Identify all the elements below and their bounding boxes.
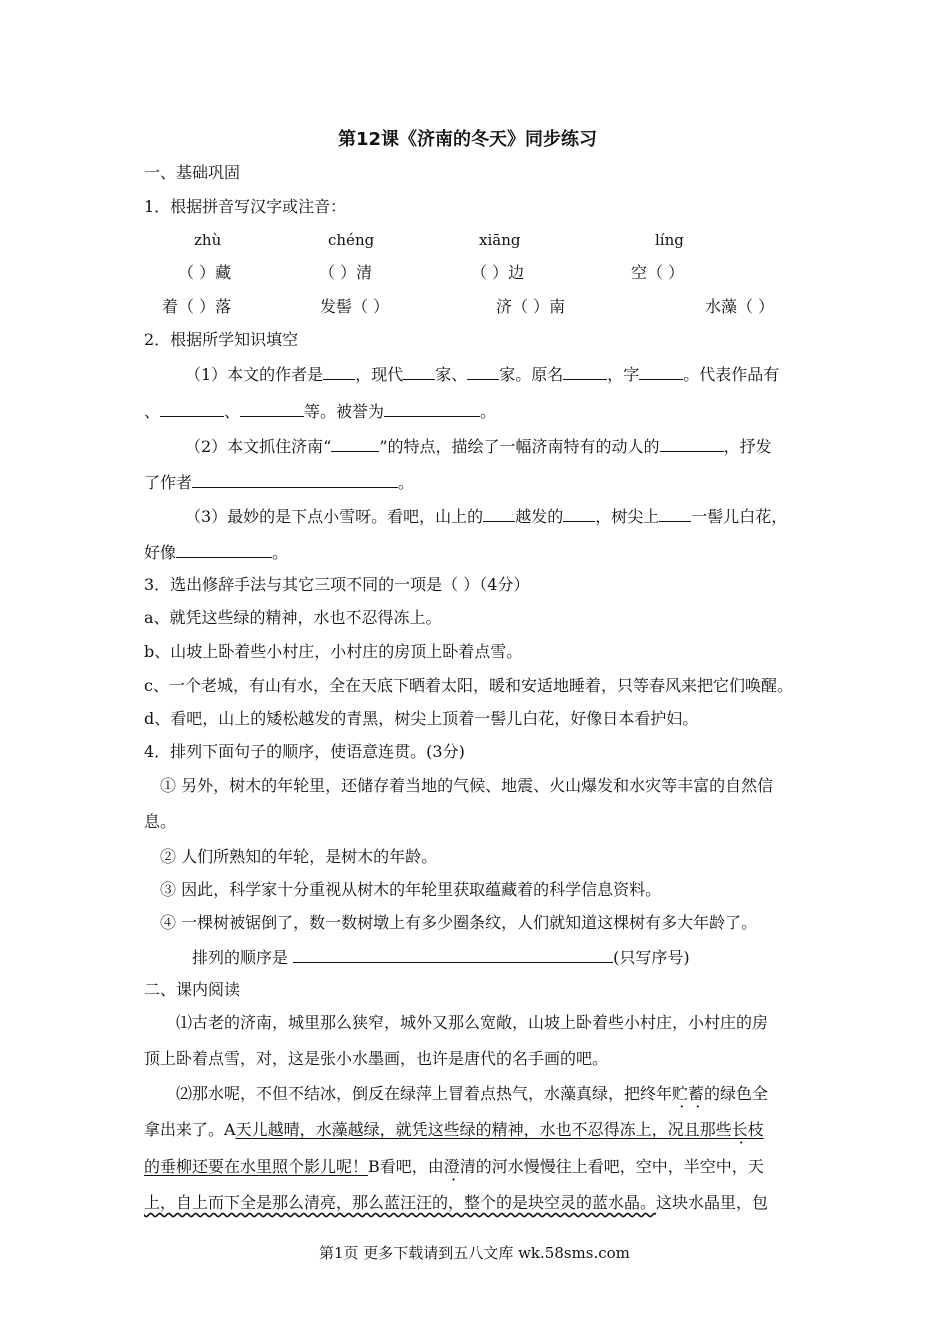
reading-p2-line1: ⑵那水呢，不但不结冰，倒反在绿萍上冒着点热气，水藻真绿，把终年贮蓄的绿色全 [176, 1084, 769, 1103]
q2-part2-line2: 了作者 。 [144, 473, 415, 492]
q3-option-a: a、就凭这些绿的精神，水也不忍得冻上。 [144, 608, 442, 627]
q2-part1-line2: 、 、 等。被誉为 。 [144, 402, 497, 421]
reading-p1-line2: 顶上卧着点雪，对，这是张小水墨画，也许是唐代的名手画的吧。 [144, 1049, 609, 1068]
q4-sentence-4: ④ 一棵树被锯倒了，数一数树墩上有多少圈条纹，人们就知道这棵树有多大年龄了。 [160, 913, 758, 932]
q3-option-d: d、看吧，山上的矮松越发的青黑，树尖上顶着一髻儿白花，好像日本看护妇。 [144, 709, 699, 728]
q2-part1-line1: （1）本文的作者是 ，现代 家、 家。原名 ，字 。代表作品有 [185, 365, 780, 384]
reading-p2-line2: 拿出来了。A天儿越晴，水藻越绿，就凭这些绿的精神，水也不忍得冻上，况且那些长枝 [144, 1120, 764, 1139]
page-footer: 第1页 更多下载请到五八文库 wk.58sms.com [319, 1244, 630, 1262]
q4-order-blank[interactable] [293, 946, 613, 963]
section-heading-basics: 一、基础巩固 [144, 163, 241, 182]
q4-sentence-1-cont: 息。 [144, 812, 177, 831]
reading-p1-line1: ⑴古老的济南，城里那么狭窄，城外又那么宽敞，山坡上卧着些小村庄，小村庄的房 [176, 1013, 769, 1032]
q2-part3-line2: 好像 。 [144, 543, 289, 562]
q1-item-kong: 空（ ） [631, 263, 685, 282]
pinyin-xiang: xiāng [479, 231, 521, 249]
pinyin-zhu: zhù [194, 231, 222, 249]
q1-item-shuizao: 水藻（ ） [705, 297, 775, 316]
reading-p2-line4: 上，自上而下全是那么清亮，那么蓝汪汪的，整个的是块空灵的蓝水晶。这块水晶里，包 [144, 1193, 769, 1212]
q1-item-jinan: 济（ ）南 [496, 297, 566, 316]
q4-sentence-2: ② 人们所熟知的年轮，是树木的年龄。 [160, 847, 438, 866]
q4-order-line: 排列的顺序是 (只写序号) [192, 948, 690, 967]
q4-sentence-1: ① 另外，树木的年轮里，还储存着当地的气候、地震、火山爆发和水灾等丰富的自然信 [160, 776, 774, 795]
q4-sentence-3: ③ 因此，科学家十分重视从树木的年轮里获取蕴藏着的科学信息资料。 [160, 880, 662, 899]
section-heading-reading: 二、课内阅读 [144, 980, 241, 999]
q2-prompt: 2．根据所学知识填空 [144, 330, 299, 349]
q1-item-cang: （ ）藏 [178, 263, 232, 282]
q1-item-faji: 发髻（ ） [320, 297, 390, 316]
q4-prompt: 4．排列下面句子的顺序，使语意连贯。(3分) [144, 742, 465, 761]
pinyin-cheng: chéng [328, 231, 375, 249]
q2-part3-line1: （3）最妙的是下点小雪呀。看吧，山上的 越发的 ，树尖上 一髻儿白花， [185, 507, 788, 526]
q1-item-qing: （ ）清 [319, 263, 373, 282]
q1-prompt: 1．根据拼音写汉字或注音： [144, 197, 347, 216]
reading-p2-line3: 的垂柳还要在水里照个影儿呢！B看吧，由澄清的河水慢慢往上看吧，空中，半空中，天 [144, 1157, 764, 1176]
q1-item-zhuoluo: 着（ ）落 [162, 297, 232, 316]
q2-part2-line1: （2）本文抓住济南“ ”的特点，描绘了一幅济南特有的动人的 ，抒发 [185, 437, 772, 456]
page-title: 第12课《济南的冬天》同步练习 [338, 129, 598, 150]
q1-item-bian: （ ）边 [471, 263, 525, 282]
pinyin-ling: líng [655, 231, 684, 249]
q3-prompt: 3．选出修辞手法与其它三项不同的一项是（ ）（4分） [144, 575, 530, 594]
q3-option-c: c、一个老城，有山有水，全在天底下晒着太阳，暖和安适地睡着，只等春风来把它们唤醒。 [144, 676, 793, 695]
q3-option-b: b、山坡上卧着些小村庄，小村庄的房顶上卧着点雪。 [144, 642, 523, 661]
